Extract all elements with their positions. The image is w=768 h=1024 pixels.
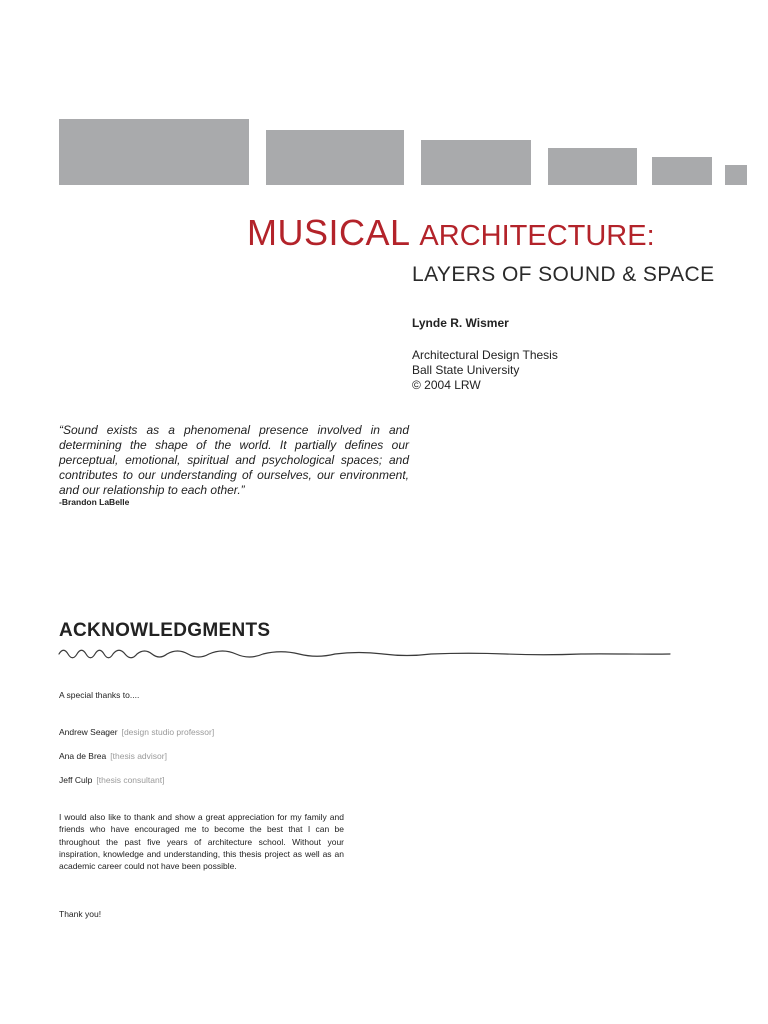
person-role: [thesis consultant] — [96, 775, 165, 785]
title-main: MUSICAL — [247, 212, 411, 253]
epigraph-quote: “Sound exists as a phenomenal presence involved in and determining the shape of the world. It partially defines our perceptual, emotional, spiritual and psychological spaces; and contributes to our understanding of ourselves, our environment, and our relationship to each other.” — [59, 423, 409, 497]
acknowledged-person — [59, 727, 214, 737]
university: Ball State University — [412, 363, 520, 377]
decorative-bar-5 — [652, 157, 712, 185]
quote-attribution: -Brandon LaBelle — [59, 497, 130, 507]
decorative-bar-3 — [421, 140, 531, 185]
person-name: Andrew Seager — [59, 727, 118, 737]
decorative-bar-4 — [548, 148, 637, 185]
thesis-type: Architectural Design Thesis — [412, 348, 558, 362]
decorative-bar-1 — [59, 119, 249, 185]
author-name: Lynde R. Wismer — [412, 316, 509, 330]
person-role: [design studio professor] — [121, 727, 215, 737]
closing-thanks: Thank you! — [59, 909, 102, 919]
thesis-info — [412, 348, 558, 393]
decorative-bar-6 — [725, 165, 747, 185]
title-rest: ARCHITECTURE: — [419, 220, 655, 252]
person-name: Ana de Brea — [59, 751, 107, 761]
squiggle-divider — [56, 644, 672, 664]
person-name: Jeff Culp — [59, 775, 93, 785]
copyright: © 2004 LRW — [412, 378, 481, 392]
decorative-bar-2 — [266, 130, 404, 185]
acknowledgments-body: I would also like to thank and show a great appreciation for my family and friends who have encouraged me to become the best that I can be throughout the past five years of architecture school. Without your inspiration, knowledge and understanding, this thesis project as well as an academic career could not have been possible. — [59, 812, 344, 872]
acknowledgments-intro: A special thanks to.... — [59, 690, 140, 700]
squiggle-line — [59, 650, 670, 658]
acknowledged-person — [59, 775, 164, 785]
page-title — [247, 212, 655, 254]
acknowledged-person — [59, 751, 167, 761]
acknowledgments-heading: ACKNOWLEDGMENTS — [59, 620, 271, 641]
person-role: [thesis advisor] — [110, 751, 167, 761]
page-subtitle: LAYERS OF SOUND & SPACE — [412, 263, 715, 286]
